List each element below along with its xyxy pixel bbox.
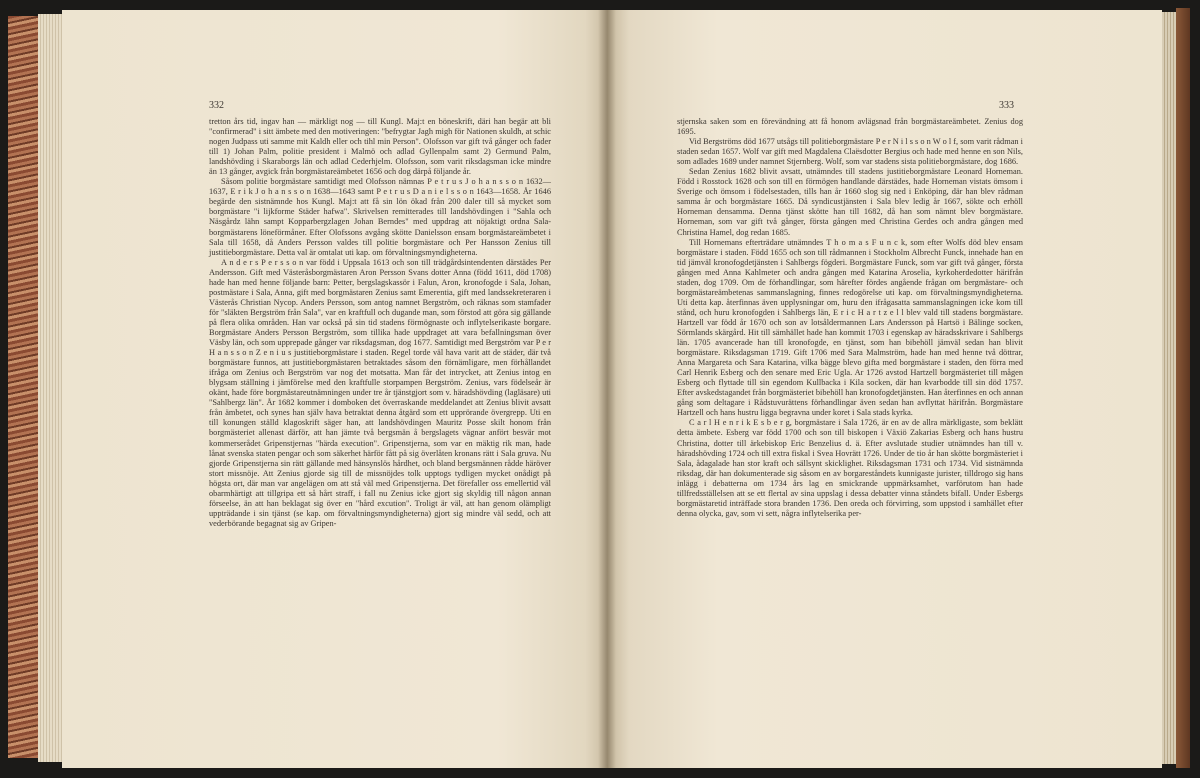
- marbled-cover-edge: [8, 16, 40, 758]
- paragraph: stjernska saken som en förevändning att få honom avlägsnad från borgmästareämbetet. Zenius dog 1695.: [677, 117, 1023, 137]
- cover-edge-right: [1176, 8, 1190, 768]
- page-stack-right: [1162, 12, 1176, 764]
- paragraph: Sedan Zenius 1682 blivit avsatt, utnämndes till stadens justitieborgmästare Leonard Horneman. Född i Rosstock 1628 och son till en förmögen handlande därstädes, hade Horneman vistats ömsom i Sverige och ömsom i födelsestaden, tills han år 1660 slog sig ned i Enköping, där han blev rådman samma år och borgmästare 1665. Då syndicustjänsten i Sala blev ledig år 1667, sökte och erhöll Horneman densamma. Denna tjänst skötte han till 1682, då han som nämnt blev borgmästare. Horneman, som var gift två gånger, första gången med Christina Gerdes och andra gången med Christina Hamel, dog redan 1685.: [677, 167, 1023, 237]
- paragraph: Såsom politie borgmästare samtidigt med Olofsson nämnas P e t r u s J o h a n s s o n 1632—1637, E r i k J o h a n s s o n 1638—1643 samt P e t r u s D a n i e l s s o n 1643—1658. År 1646 begärde den sistnämnde hos Kungl. Maj:t att få sin lön ökad från 200 daler till så mycket som borgmästare "i lijkforme Städer hafwa". Skrivelsen remitterades till landshövdingen i "Sahla och Näsgårdz lähn sampt Kopparbergzlagen Johan Berndes" med uppdrag att nöjaktigt ordna Sala-borgmästarens löneförmåner. Efter Olofssons avgång skötte Danielsson ensam borgmästareämbetet i Sala till 1658, då Anders Persson valdes till politie borgmästare och Per Hansson Zenius till justitieborgmästare. Detta val är omtalat uti kap. om förvaltningsmyndigheterna.: [209, 177, 551, 257]
- gutter-shadow: [598, 10, 616, 768]
- left-page-text: [209, 117, 551, 529]
- paragraph: A n d e r s P e r s s o n var född i Uppsala 1613 och son till trädgårdsintendenten därstädes Per Andersson. Gift med Västeråsborgmästaren Aron Persson Svans dotter Anna (född 1611, död 1708) hade han med henne följande barn: Petter, bergslagskassör i Falun, Aron, kronofogde i Sala, Johan, postmästare i Sala, Anna, gift med borgmästaren Zenius samt Emerentia, gift med landssekreteraren i Västerås Christian Nycop. Anders Persson, som antog namnet Bergström, och räknas som stamfader för "släkten Bergström från Sala", var en kraftfull och dugande man, som förstod att göra sig gällande på flera olika områden. Han var också på sin tid stadens förmögnaste och inflytelserikaste borgare. Borgmästare Anders Persson Bergström, som tillika hade uppdraget att vara befallningsman över Väsby län, och som upprepade gånger var riksdagsman, dog 1677. Samtidigt med Bergström var P e r H a n s s o n Z e n i u s justitieborgmästare i staden. Regel torde väl hava varit att de städer, där två borgmästare funnos, att justitieborgmästaren betraktades såsom den förnämligare, men förhållandet ifråga om Zenius och Bergström var nog det motsatta. Man får det intrycket, att Zenius intog en blygsam ställning i jämförelse med den kraftfulle storpampen Bergström. Zenius, vars födelseår är okänt, hade före borgmästareutnämningen under tre år tjänstgjort som v. häradshövding (lagläsare) uti "Sahlbergz län". År 1682 kommer i domboken det överraskande meddelandet att Zenius blivit avsatt från ämbetet, och synes han själv hava betraktat denna åtgärd som ett upprörande övergrepp. Uti en till konungen ställd klagoskrift säger han, att landshövdingen Mauritz Posse skilt honom från borgmästeriet allenast därför, att han jämte två bergsmän å bergslagets vägnar anfört besvär mot kommerserådet Gripenstjernas "härda execution". Gripenstjerna, som var en mäktig rik man, hade lånat svenska staten pengar och som säkerhet härför fått på sig överlåten kronans rätt i Sala gruva. Nu gjorde Gripenstjerna sin rätt gällande med hänsynslös hårdhet, och bland bergsmännen rådde häröver stort missnöje. Att Zenius gjorde sig till de missnöjdes tolk upptogs tydligen mycket onådigt på högsta ort, där man var angelägen om att stå väl med Gripenstjerna. Det förefaller oss emellertid väl obarmhärtigt att tillgripa ett så hårt straff, i fall nu Zenius icke gjort sig skyldig till någon annan förseelse, än att han beklagat sig över en "hård excution". Troligt är väl, att han genom olämpligt uppträdande i sin tjänst (se kap. om förvaltningsmyndigheterna) gjort sig mindre väl sedd, och att vederbörande begagnat sig av Gripen-: [209, 257, 551, 528]
- right-page-text: [677, 117, 1023, 519]
- page-stack-left: [38, 14, 64, 762]
- paragraph: Till Hornemans efterträdare utnämndes T h o m a s F u n c k, som efter Wolfs död blev ensam borgmästare i staden. Född 1655 och son till rådmannen i Stockholm Albrecht Funck, innehade han en tid jämväl kronofogdetjänsten i Sahlbergs fögderi. Borgmästare Funck, som var gift två gånger, första gången med Anna Kahlmeter och andra gången med Katarina Aroselia, kyrkoherdedotter härifrån staden, dog 1709. Om de förhandlingar, som härefter fördes angående frågan om bergmästare- och borgmästareämbetenas sammanslagning, finnes redogörelse uti kap. om förvaltningsmyndigheterna. Uti detta kap. återfinnas även upplysningar om, huru den ifrågasatta sammanslagningen icke kom till stånd, och huru kronofogden i Sahlbergs län, E r i c H a r t z e l l blev vald till stadens borgmästare. Hartzell var född år 1670 och son av lotsåldermannen Lars Andersson på Hartsö i Bälinge socken, Sörmlands skärgård. Hit till sämhället hade han kommit 1703 i egenskap av häradsskrivare i Sahlbergs län. 1705 avancerade han till kronofogde, en tjänst, som han bibehöll jämväl sedan han blivit borgmästare. Riksdagsman 1719. Gift 1706 med Sara Malmström, hade han med henne två döttrar, Anna Margareta och Sara Katarina, vilka bägge blevo gifta med borgmästare i staden, den förra med Carl Henrik Esberg och den senare med Eric Ugla. Ar 1726 avstod Hartzell borgmästeriet till mågen Esberg och flyttade till sin egendom Kullbacka i Kila socken, där han kvarbodde till sin död 1757. Efter avskedstagandet från borgmästeriet bibehöll han kronofogdetjänsten. Han återfinnes en och annan gång som deltagare i Rådstuvurättens förhandlingar även sedan han avflyttat härifrån. Borgmästare Hartzell och hans hustru ligga begravna under koret i Sala stads kyrka.: [677, 237, 1023, 418]
- page-number-left: 332: [209, 100, 224, 111]
- paragraph: tretton års tid, ingav han — märkligt nog — till Kungl. Maj:t en böneskrift, däri han begär att bli "confirmerad" i sitt ämbete med den motiveringen: "befrygtar Jagh migh för Nationen skuldh, at schic nogen Judpass uti samme mit Kaldh eller och tihl min Person". Olofsson var gift två gånger och fader till 1) Johan Palm, politie president i Malmö och adlad Gyllenpalm samt 2) Germund Palm, landshövding i Skaraborgs län och adlad Cederhjelm. Olofsson, som varit riksdagsman icke mindre än 13 gånger, avgick från borgmästareämbetet 1656 och dog därpå följande år.: [209, 117, 551, 177]
- paragraph: Vid Bergströms död 1677 utsågs till politieborgmästare P e r N i l s s o n W o l f, som varit rådman i staden sedan 1657. Wolf var gift med Magdalena Claësdotter Bergius och hade med henne en son Nils, som adlades 1689 under namnet Stjernberg. Wolf, som var stadens sista politieborgmästare, dog 1686.: [677, 137, 1023, 167]
- paragraph: C a r l H e n r i k E s b e r g, borgmästare i Sala 1726, är en av de allra märkligaste, som beklätt detta ämbete. Esberg var född 1700 och son till biskopen i Växiö Zakarias Esberg och hans hustru Christina, dotter till ärkebiskop Eric Benzelius d. ä. Efter avslutade studier utnämndes han till v. häradshövding 1724 och till extra fiskal i Svea Hovrätt 1726. Under de tio år han skötte borgmästeriet i Sala, ådagalade han stor kraft och sällsynt skicklighet. Riksdagsman 1731 och 1734. Vid sistnämnda riksdag, där han dokumenterade sig såsom en av borgareståndets kunnigaste jurister, tilldrogo sig hans inlägg i debatterna om 1734 års lag en smickrande uppmärksamhet, varförutom han hade tillfredsställelsen att se ett flertal av sina uppslag i dessa debatter vinna ståndets bifall. Under Esbergs borgmästaretid inträffade stora branden 1736. Den oreda och förvirring, som uppstod i samhället efter denna olycka, gav, som vi sett, några inflytelserika per-: [677, 418, 1023, 518]
- page-number-right: 333: [999, 100, 1014, 111]
